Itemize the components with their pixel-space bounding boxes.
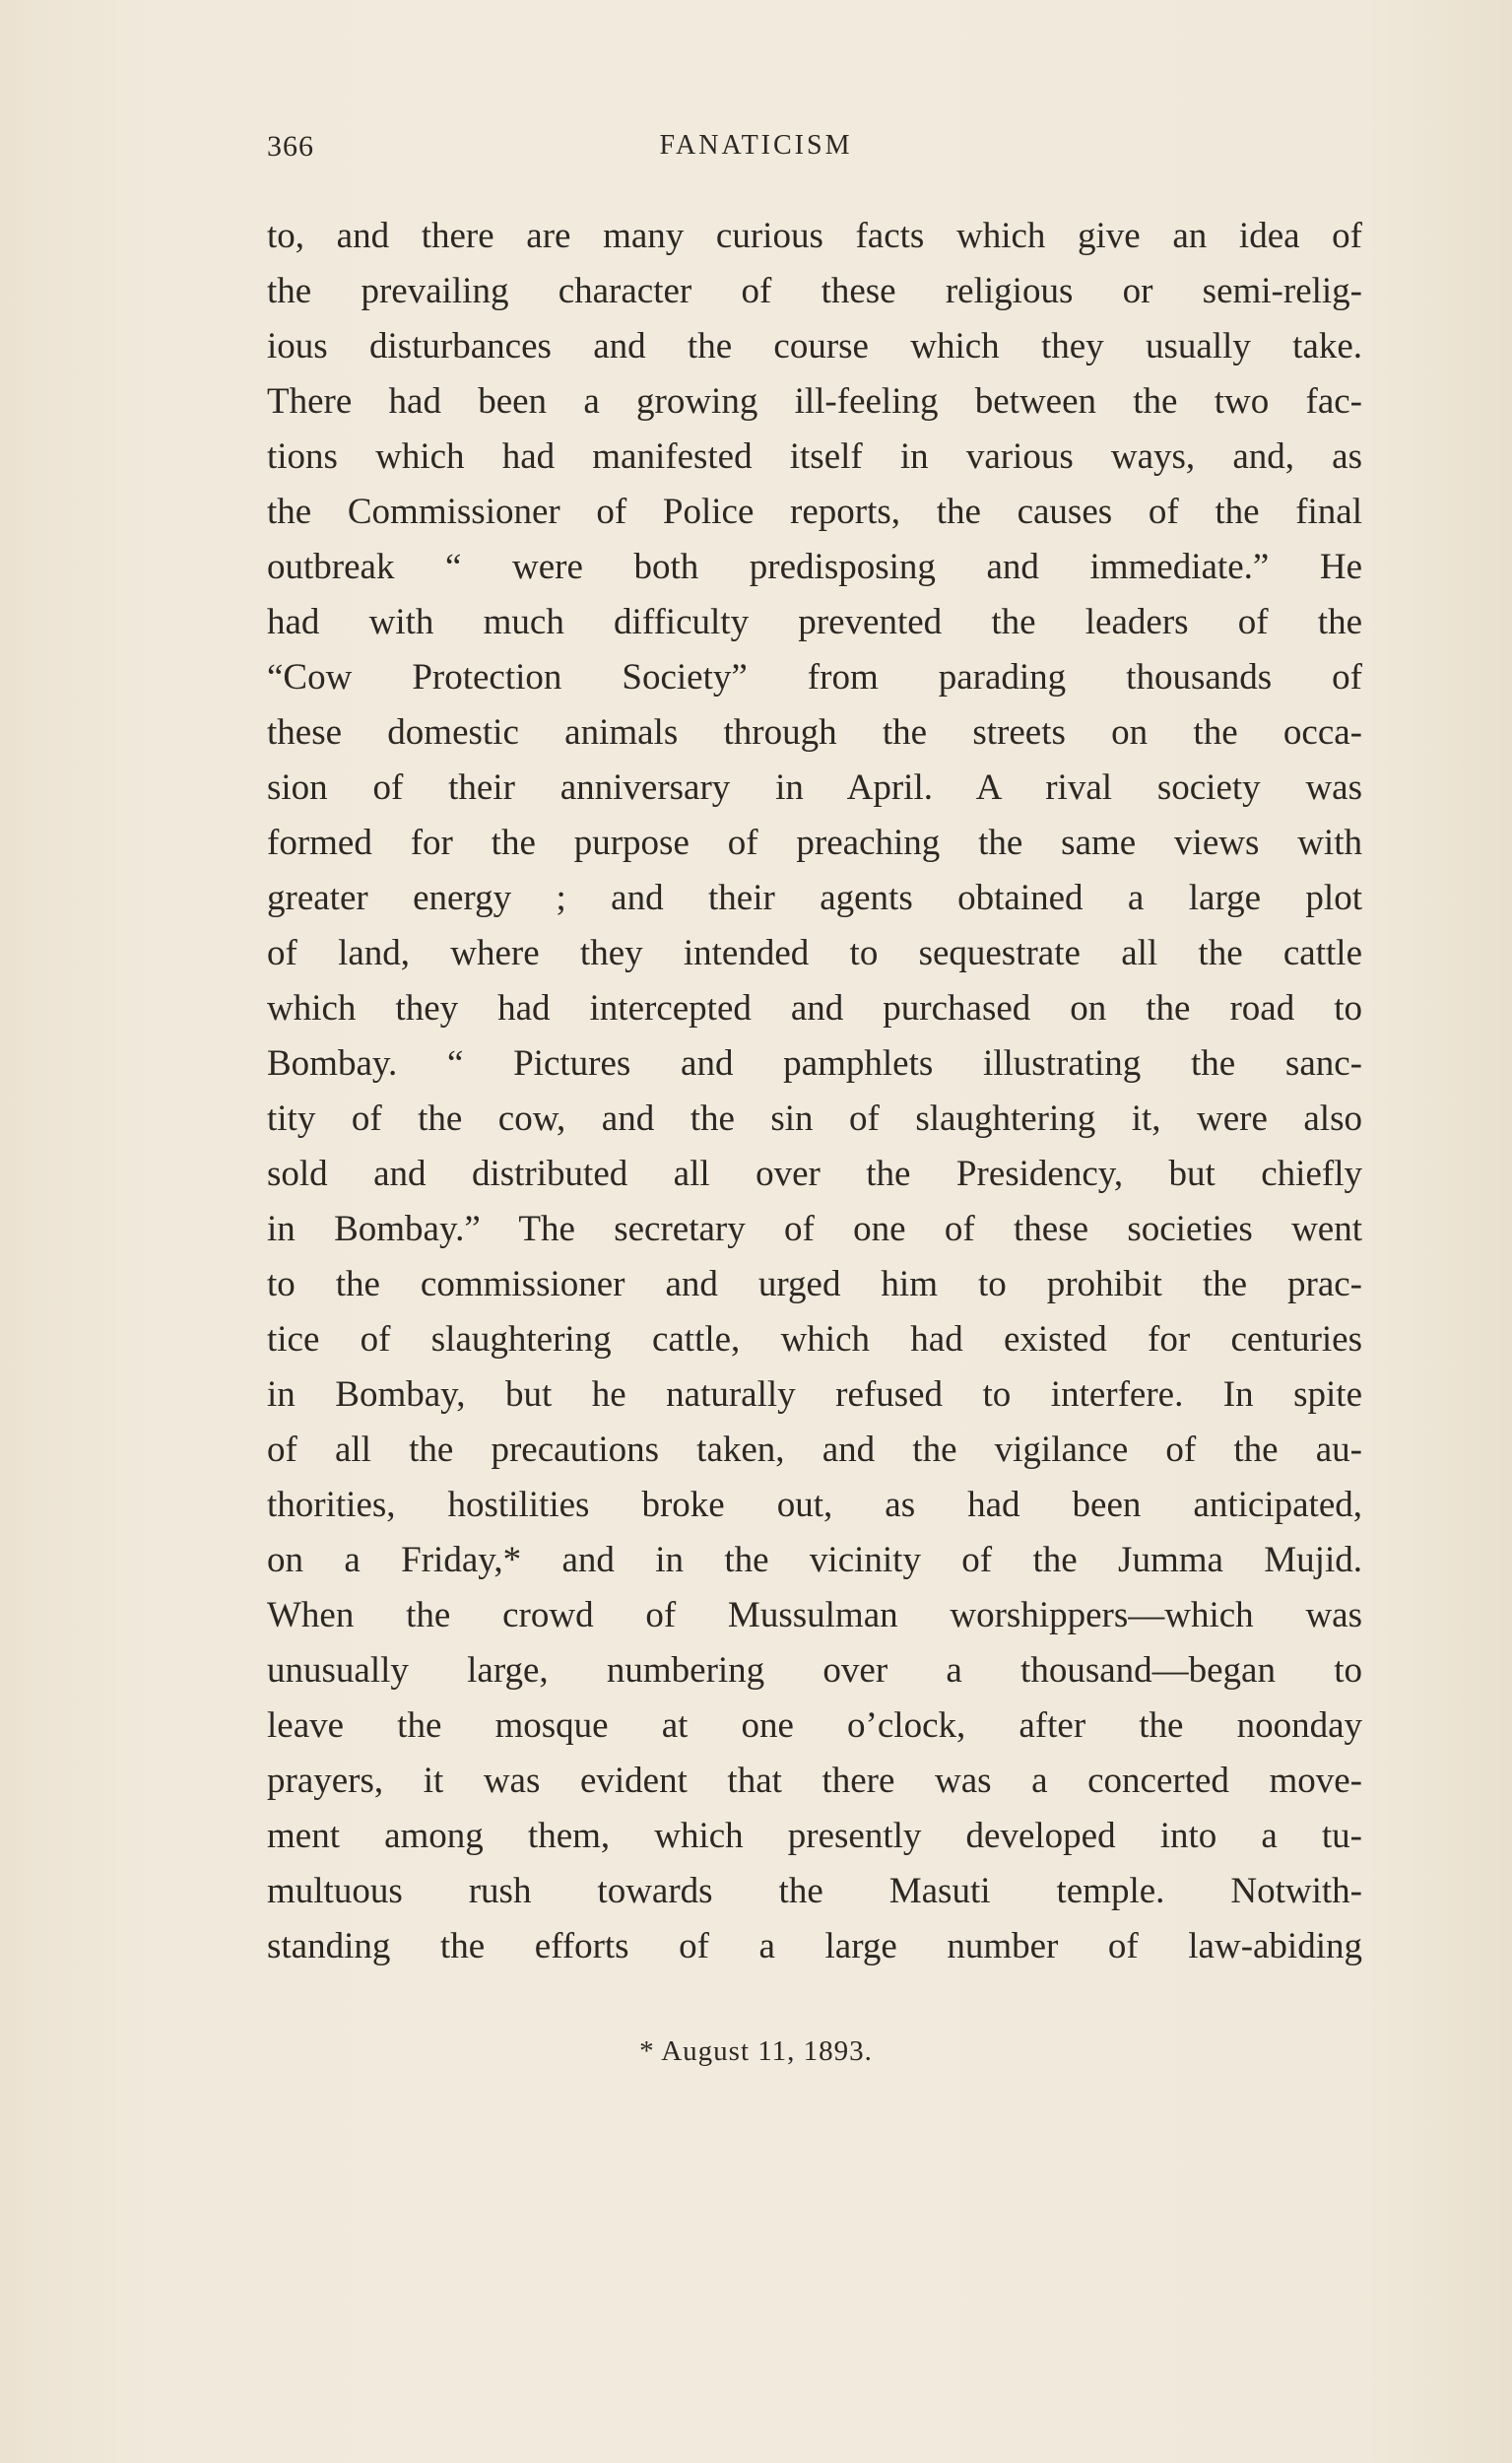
body-text [267,209,1362,1974]
text-line: of land, where they intended to sequestrate all the cattle [267,933,1362,973]
text-line: ment among them, which presently developed into a tu- [267,1816,1362,1856]
text-line: in Bombay.” The secretary of one of these societies went [267,1209,1362,1249]
text-line: these domestic animals through the streets on the occa- [267,712,1362,753]
text-line: When the crowd of Mussulman worshippers—which was [267,1595,1362,1635]
footnote: * August 11, 1893. [639,2035,873,2067]
running-title: FANATICISM [659,130,853,161]
text-line: standing the efforts of a large number of law-abiding [267,1926,1362,1966]
text-line: to, and there are many curious facts which give an idea of [267,216,1362,256]
text-line: tice of slaughtering cattle, which had existed for centuries [267,1319,1362,1360]
text-line: sion of their anniversary in April. A rival society was [267,767,1362,808]
text-line: unusually large, numbering over a thousand—began to [267,1650,1362,1691]
text-line: tity of the cow, and the sin of slaughtering it, were also [267,1098,1362,1139]
text-line: to the commissioner and urged him to prohibit the prac- [267,1264,1362,1304]
text-line: thorities, hostilities broke out, as had been anticipated, [267,1485,1362,1525]
text-line: formed for the purpose of preaching the same views with [267,823,1362,863]
text-line: the Commissioner of Police reports, the causes of the final [267,492,1362,532]
text-line: outbreak “ were both predisposing and immediate.” He [267,547,1362,587]
text-line: tions which had manifested itself in various ways, and, as [267,436,1362,477]
text-line: of all the precautions taken, and the vigilance of the au- [267,1430,1362,1470]
text-line: “Cow Protection Society” from parading thousands of [267,657,1362,698]
text-line: the prevailing character of these religious or semi-relig- [267,271,1362,311]
text-line: which they had intercepted and purchased on the road to [267,988,1362,1029]
text-line: leave the mosque at one o’clock, after the noonday [267,1705,1362,1746]
text-line: had with much difficulty prevented the leaders of the [267,602,1362,642]
page-number: 366 [267,130,314,163]
text-line: on a Friday,* and in the vicinity of the Jumma Mujid. [267,1540,1362,1580]
text-line: in Bombay, but he naturally refused to interfere. In spite [267,1374,1362,1415]
text-line: greater energy ; and their agents obtained a large plot [267,878,1362,918]
text-line: Bombay. “ Pictures and pamphlets illustrating the sanc- [267,1043,1362,1084]
text-line: ious disturbances and the course which they usually take. [267,326,1362,366]
text-line: prayers, it was evident that there was a concerted move- [267,1761,1362,1801]
text-line: multuous rush towards the Masuti temple. Notwith- [267,1871,1362,1911]
text-line: sold and distributed all over the Presidency, but chiefly [267,1154,1362,1194]
text-line: There had been a growing ill-feeling between the two fac- [267,381,1362,422]
